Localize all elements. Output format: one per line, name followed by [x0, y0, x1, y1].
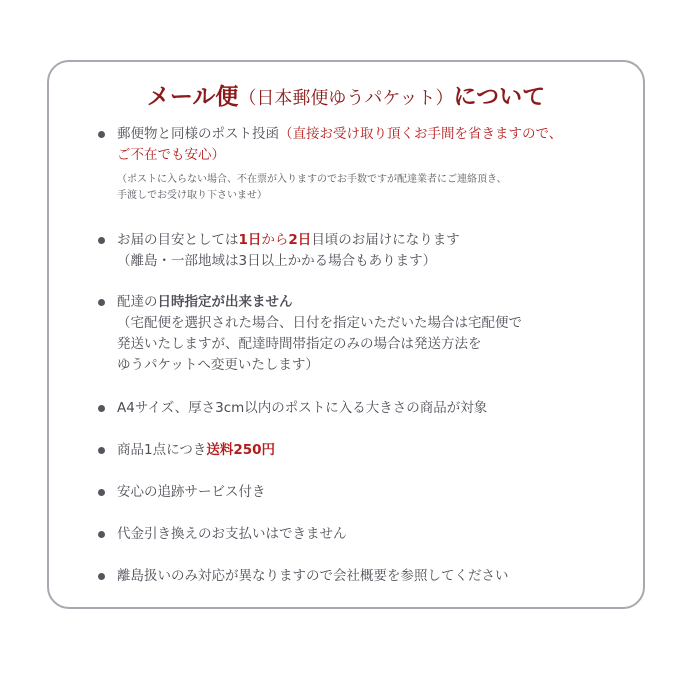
- note-line-1: （ポストに入らない場合、不在票が入りますのでお手数ですが配達業者にご連絡頂き、: [117, 174, 507, 185]
- item-text: 安心の追跡サービス付き: [117, 484, 266, 500]
- bullet-icon: [98, 447, 105, 454]
- list-item-remote-islands: [98, 566, 628, 587]
- item-highlight-days-b: 2日: [288, 232, 312, 248]
- page-title: [49, 78, 643, 111]
- item-text: A4サイズ、厚さ3cm以内のポストに入る大きさの商品が対象: [117, 400, 488, 416]
- bullet-icon: [98, 573, 105, 580]
- item-text-line4: ゆうパケットへ変更いたします）: [117, 357, 319, 373]
- item-text: 離島扱いのみ対応が異なりますので会社概要を参照してください: [117, 568, 509, 584]
- bullet-icon: [98, 299, 105, 306]
- item-highlight-kara: から: [261, 232, 289, 248]
- item-text: 代金引き換えのお支払いはできません: [117, 526, 347, 542]
- bullet-icon: [98, 489, 105, 496]
- list-item-no-time-designation: [98, 292, 628, 376]
- item-text-line2: （離島・一部地域は3日以上かかる場合もあります）: [117, 253, 437, 269]
- item-text-line3: 発送いたしますが、配達時間帯指定のみの場合は発送方法を: [117, 336, 482, 352]
- bullet-icon: [98, 531, 105, 538]
- list-item-shipping-fee: [98, 440, 628, 461]
- item-text: 商品1点につき: [117, 442, 207, 458]
- list-item-no-cod: [98, 524, 628, 545]
- item-text-post: 目頃のお届けになります: [311, 232, 460, 248]
- list-item-delivery-time: [98, 230, 628, 272]
- item-highlight: （直接お受け取り頂くお手間を省きますので、: [279, 126, 563, 142]
- item-text-line2: （宅配便を選択された場合、日付を指定いただいた場合は宅配便で: [117, 315, 522, 331]
- list-item-size-limit: [98, 398, 628, 419]
- title-main: メール便: [146, 83, 239, 110]
- list-item-tracking: [98, 482, 628, 503]
- item-text: 配達の: [117, 294, 158, 310]
- title-sub: （日本郵便ゆうパケット）: [238, 88, 454, 109]
- item-highlight-line2: ご不在でも安心）: [117, 147, 225, 163]
- item-highlight-days-a: 1日: [238, 232, 262, 248]
- item-bold: 日時指定が出来ません: [157, 294, 293, 310]
- bullet-icon: [98, 405, 105, 412]
- item-note: [117, 172, 628, 204]
- item-text: 郵便物と同様のポスト投函: [117, 126, 279, 142]
- bullet-icon: [98, 131, 105, 138]
- shipping-fee: 送料250円: [206, 442, 276, 458]
- bullet-icon: [98, 237, 105, 244]
- note-line-2: 手渡しでお受け取り下さいませ）: [117, 190, 267, 201]
- list-item-post-delivery: [98, 124, 628, 204]
- title-tail: について: [453, 83, 546, 110]
- mail-delivery-info-card: [47, 60, 645, 609]
- item-text: お届の目安としては: [117, 232, 239, 248]
